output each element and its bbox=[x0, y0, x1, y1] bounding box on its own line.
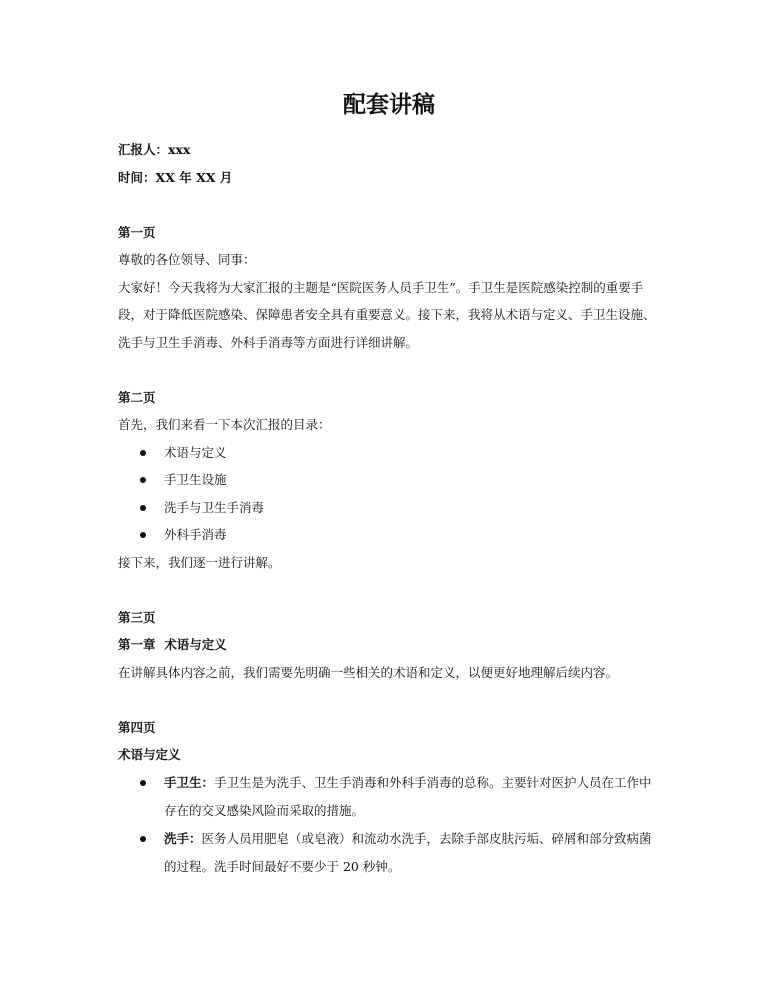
bullet-icon bbox=[140, 505, 146, 511]
spacer bbox=[118, 576, 660, 604]
bullet-icon bbox=[140, 780, 146, 786]
toc-item bbox=[118, 494, 660, 522]
section-heading-page3: 第三页 bbox=[118, 609, 156, 625]
toc-item-label: 术语与定义 bbox=[164, 444, 227, 460]
toc-item-label: 手卫生设施 bbox=[164, 472, 227, 487]
definitions-list bbox=[118, 769, 660, 881]
time-line: 时间：XX 年 XX 月 bbox=[118, 169, 233, 185]
toc-item bbox=[118, 466, 660, 494]
section-heading-page4: 第四页 bbox=[118, 719, 156, 735]
definition-term: 洗手： bbox=[164, 830, 202, 846]
bullet-icon bbox=[140, 450, 146, 456]
definition-text: 手卫生是为洗手、卫生手消毒和外科手消毒的总称。主要针对医护人员在工作中存在的交叉感染风险而采取的措施。 bbox=[164, 774, 652, 818]
greeting-text: 尊敬的各位领导、同事： bbox=[118, 252, 256, 267]
definitions-subheading: 术语与定义 bbox=[118, 747, 181, 762]
page1-body-text: 大家好！今天我将为大家汇报的主题是“医院医务人员手卫生”。手卫生是医院感染控制的重要手段，对于降低医院感染、保障患者安全具有重要意义。接下来，我将从术语与定义、手卫生设施、洗手与卫生手消毒、外科手消毒等方面进行详细讲解。 bbox=[118, 279, 656, 350]
definition-item bbox=[118, 769, 661, 825]
definition-item bbox=[118, 825, 661, 881]
chapter-heading: 第一章 术语与定义 bbox=[118, 637, 227, 652]
toc-item bbox=[118, 439, 660, 467]
bullet-icon bbox=[140, 532, 146, 538]
bullet-icon bbox=[140, 477, 146, 483]
section-heading-page2: 第二页 bbox=[118, 389, 156, 405]
spacer bbox=[118, 686, 660, 714]
spacer bbox=[118, 356, 660, 384]
toc-list bbox=[118, 439, 660, 549]
spacer bbox=[118, 191, 660, 219]
definition-term: 手卫生： bbox=[164, 774, 215, 790]
toc-item-label: 外科手消毒 bbox=[164, 527, 227, 542]
page3-body-text: 在讲解具体内容之前，我们需要先明确一些相关的术语和定义，以便更好地理解后续内容。 bbox=[118, 664, 619, 680]
reporter-line: 汇报人：xxx bbox=[118, 142, 191, 157]
page-title: 配套讲稿 bbox=[343, 91, 435, 118]
toc-intro-text: 首先，我们来看一下本次汇报的目录： bbox=[118, 417, 331, 432]
definition-text: 医务人员用肥皂（或皂液）和流动水洗手，去除手部皮肤污垢、碎屑和部分致病菌的过程。洗手时间最好不要少于 20 秒钟。 bbox=[164, 830, 652, 874]
toc-item bbox=[118, 521, 660, 549]
toc-outro-text: 接下来，我们逐一进行讲解。 bbox=[118, 554, 281, 570]
bullet-icon bbox=[140, 836, 146, 842]
section-heading-page1: 第一页 bbox=[118, 224, 156, 240]
toc-item-label: 洗手与卫生手消毒 bbox=[164, 499, 265, 515]
